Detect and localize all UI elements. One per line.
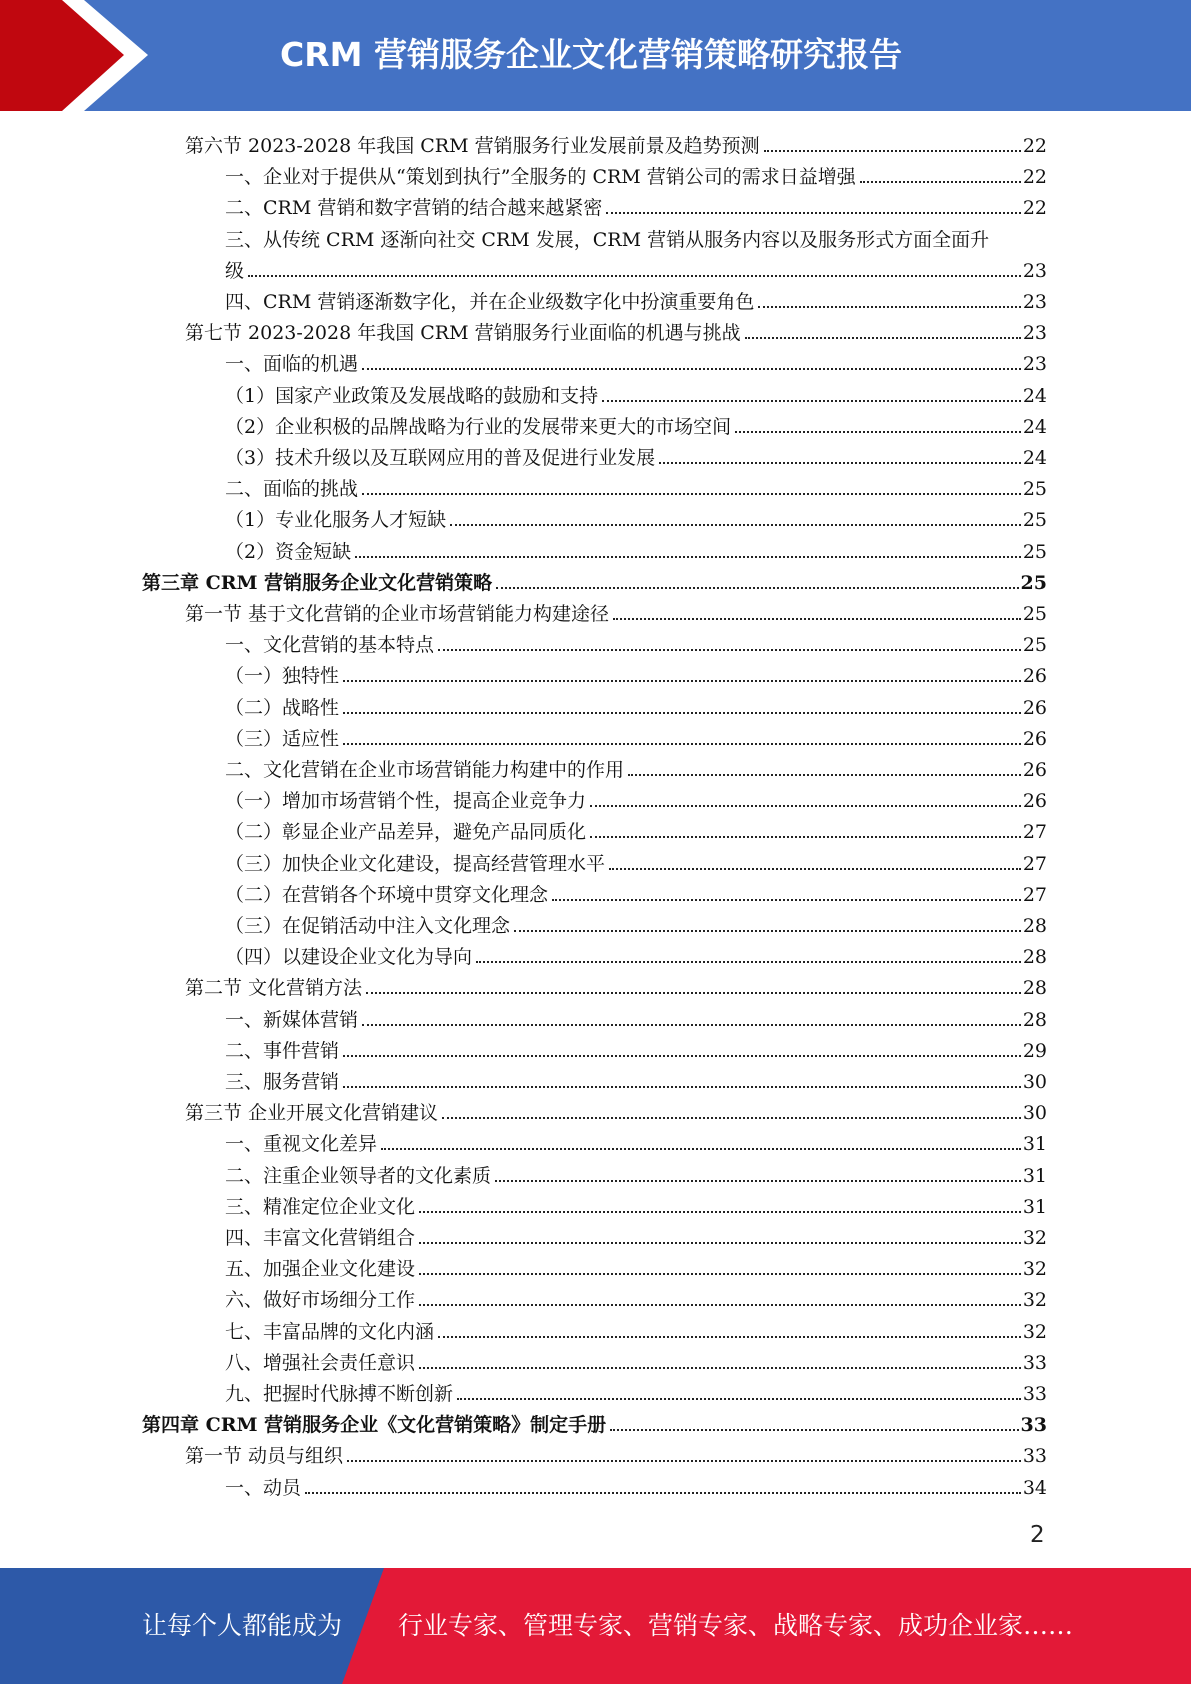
- toc-page-number: 25: [1022, 634, 1047, 657]
- toc-entry-title: 二、面临的挑战: [225, 478, 359, 501]
- toc-entry-title: 第二节 文化营销方法: [185, 977, 363, 1000]
- toc-page-number: 31: [1022, 1195, 1047, 1218]
- toc-row[interactable]: [0, 751, 1191, 782]
- toc-row[interactable]: [0, 1313, 1191, 1344]
- toc-row[interactable]: [0, 1188, 1191, 1219]
- dot-leader: [362, 368, 1021, 370]
- report-title: CRM 营销服务企业文化营销策略研究报告: [280, 35, 902, 74]
- toc-page-number: 26: [1022, 759, 1047, 781]
- toc-row[interactable]: [0, 876, 1191, 907]
- dot-leader: [628, 774, 1021, 776]
- toc-row[interactable]: [0, 689, 1191, 720]
- toc-row[interactable]: [0, 470, 1191, 501]
- footer-slogan-right: 行业专家、管理专家、营销专家、战略专家、成功企业家……: [398, 1611, 1074, 1640]
- toc-entry-title: 二、CRM 营销和数字营销的结合越来越紧密: [225, 197, 603, 220]
- dot-leader: [343, 1086, 1021, 1088]
- toc-page-number: 24: [1022, 415, 1047, 438]
- dot-leader: [606, 212, 1020, 214]
- toc-row[interactable]: [0, 1281, 1191, 1312]
- toc-row[interactable]: [0, 1157, 1191, 1188]
- toc-row[interactable]: [0, 1094, 1191, 1125]
- dot-leader: [347, 1460, 1021, 1462]
- toc-row[interactable]: [0, 1001, 1191, 1032]
- dot-leader: [764, 150, 1021, 152]
- toc-entry-title: （三）在促销活动中注入文化理念: [225, 915, 511, 937]
- toc-entry-title: 第一节 动员与组织: [185, 1445, 344, 1468]
- toc-row[interactable]: [0, 938, 1191, 969]
- toc-entry-title: 四、CRM 营销逐渐数字化，并在企业级数字化中扮演重要角色: [225, 291, 755, 313]
- toc-page-number: 29: [1022, 1039, 1047, 1062]
- toc-row[interactable]: [0, 782, 1191, 813]
- toc-page-number: 25: [1022, 540, 1047, 563]
- dot-leader: [613, 618, 1021, 620]
- toc-page-number: 30: [1022, 1102, 1047, 1125]
- toc-page-number: 33: [1022, 1383, 1047, 1405]
- toc-page-number: 33: [1022, 1445, 1047, 1468]
- toc-row[interactable]: [0, 1406, 1191, 1437]
- toc-page-number: 32: [1022, 1289, 1047, 1312]
- toc-page-number: 26: [1022, 790, 1047, 813]
- toc-row[interactable]: [0, 657, 1191, 688]
- toc-page-number: 28: [1022, 977, 1047, 1000]
- toc-entry-title: 第三节 企业开展文化营销建议: [185, 1102, 439, 1125]
- toc-page-number: 27: [1022, 852, 1047, 875]
- dot-leader: [450, 524, 1021, 526]
- toc-entry-title: 一、企业对于提供从“策划到执行”全服务的 CRM 营销公司的需求日益增强: [225, 166, 856, 189]
- dot-leader: [419, 1273, 1021, 1275]
- dot-leader: [476, 961, 1021, 963]
- toc-entry-title: （二）在营销各个环境中贯穿文化理念: [225, 883, 549, 906]
- toc-page-number: 24: [1022, 447, 1047, 469]
- toc-entry-title: （四）以建设企业文化为导向: [225, 946, 473, 969]
- toc-row[interactable]: [0, 221, 1191, 252]
- toc-entry-title: 三、服务营销: [225, 1071, 340, 1093]
- page-number: 2: [1030, 1522, 1045, 1548]
- toc-entry-title: 第四章 CRM 营销服务企业《文化营销策略》制定手册: [142, 1414, 607, 1437]
- dot-leader: [745, 337, 1021, 339]
- dot-leader: [442, 1117, 1021, 1119]
- toc-page-number: 22: [1022, 135, 1047, 157]
- toc-row[interactable]: [0, 595, 1191, 626]
- toc-entry-title: 一、重视文化差异: [225, 1133, 378, 1156]
- toc-entry-title: （一）增加市场营销个性，提高企业竞争力: [225, 790, 587, 813]
- toc-row[interactable]: [0, 1375, 1191, 1406]
- dot-leader: [419, 1304, 1021, 1306]
- toc-entry-title: 三、从传统 CRM 逐渐向社交 CRM 发展，CRM 营销从服务内容以及服务形式方面全面升: [225, 228, 990, 251]
- toc-row[interactable]: [0, 1250, 1191, 1281]
- toc-page-number: 25: [1022, 509, 1047, 532]
- toc-page-number: 27: [1022, 883, 1047, 906]
- toc-entry-title: 第七节 2023-2028 年我国 CRM 营销服务行业面临的机遇与挑战: [185, 322, 741, 345]
- toc-entry-title: 八、增强社会责任意识: [225, 1351, 416, 1374]
- toc-page-number: 32: [1022, 1320, 1047, 1343]
- toc-entry-title: （2）企业积极的品牌战略为行业的发展带来更大的市场空间: [225, 415, 732, 438]
- toc-row[interactable]: [0, 377, 1191, 408]
- toc-page-number: 28: [1022, 915, 1047, 937]
- toc-row[interactable]: [0, 1063, 1191, 1094]
- dot-leader: [343, 712, 1021, 714]
- dot-leader: [366, 992, 1021, 994]
- toc-row[interactable]: [0, 439, 1191, 470]
- dot-leader: [735, 431, 1021, 433]
- dot-leader: [355, 556, 1021, 558]
- toc-page-number: 23: [1022, 291, 1047, 313]
- toc-entry-title: 一、新媒体营销: [225, 1008, 359, 1031]
- toc-page-number: 33: [1020, 1414, 1047, 1437]
- toc-entry-title: 二、事件营销: [225, 1039, 340, 1062]
- toc-entry-title: 一、文化营销的基本特点: [225, 634, 435, 657]
- toc-entry-title: 第一节 基于文化营销的企业市场营销能力构建途径: [185, 603, 610, 625]
- toc-page-number: 25: [1022, 478, 1047, 501]
- toc-row[interactable]: [0, 907, 1191, 938]
- dot-leader: [590, 805, 1021, 807]
- toc-row[interactable]: [0, 189, 1191, 220]
- toc-entry-title: （二）战略性: [225, 696, 340, 719]
- toc-page-number: 26: [1022, 696, 1047, 719]
- toc-row[interactable]: [0, 564, 1191, 595]
- toc-entry-title: 二、注重企业领导者的文化素质: [225, 1164, 492, 1187]
- dot-leader: [419, 1211, 1021, 1213]
- toc-page-number: 32: [1022, 1258, 1047, 1281]
- toc-page-number: 26: [1022, 727, 1047, 750]
- dot-leader: [362, 1024, 1021, 1026]
- toc-page-number: 22: [1022, 197, 1047, 220]
- toc-row[interactable]: [0, 626, 1191, 657]
- toc-entry-title: （3）技术升级以及互联网应用的普及促进行业发展: [225, 447, 656, 469]
- toc-entry-title: 四、丰富文化营销组合: [225, 1227, 416, 1249]
- footer-slogan-left: 让每个人都能成为: [142, 1611, 343, 1640]
- toc-entry-title: 第三章 CRM 营销服务企业文化营销策略: [142, 571, 493, 594]
- toc-page-number: 31: [1022, 1133, 1047, 1156]
- toc-page-number: 31: [1022, 1164, 1047, 1187]
- toc-entry-title: 二、文化营销在企业市场营销能力构建中的作用: [225, 759, 625, 781]
- toc-row[interactable]: [0, 1125, 1191, 1156]
- toc-page-number: 24: [1022, 384, 1047, 407]
- dot-leader: [496, 587, 1018, 589]
- dot-leader: [419, 1367, 1021, 1369]
- dot-leader: [438, 649, 1021, 651]
- dot-leader: [343, 680, 1021, 682]
- toc-entry-title: 一、动员: [225, 1476, 302, 1499]
- toc-row[interactable]: [0, 1344, 1191, 1375]
- toc-page-number: 26: [1022, 665, 1047, 688]
- dot-leader: [552, 899, 1021, 901]
- toc-row[interactable]: [0, 252, 1191, 283]
- toc-row[interactable]: [0, 720, 1191, 751]
- toc-page-number: 28: [1022, 1008, 1047, 1031]
- toc-row[interactable]: [0, 1219, 1191, 1250]
- toc-page-number: 23: [1022, 322, 1047, 345]
- toc-entry-title: （三）适应性: [225, 727, 340, 750]
- dot-leader: [457, 1398, 1021, 1400]
- dot-leader: [590, 836, 1021, 838]
- toc-entry-title: 三、精准定位企业文化: [225, 1195, 416, 1218]
- toc-page-number: 34: [1022, 1476, 1047, 1499]
- toc-page-number: 23: [1022, 353, 1047, 376]
- toc-entry-title: 五、加强企业文化建设: [225, 1258, 416, 1281]
- toc-entry-title: （一）独特性: [225, 665, 340, 688]
- dot-leader: [659, 462, 1021, 464]
- toc-row[interactable]: [0, 813, 1191, 844]
- dot-leader: [602, 400, 1021, 402]
- toc-page-number: 25: [1020, 571, 1047, 594]
- toc-row[interactable]: [0, 408, 1191, 439]
- toc-entry-title: （二）彰显企业产品差异，避免产品同质化: [225, 821, 587, 844]
- toc-row[interactable]: [0, 127, 1191, 158]
- dot-leader: [419, 1242, 1021, 1244]
- toc-row[interactable]: [0, 1032, 1191, 1063]
- toc-row[interactable]: [0, 1437, 1191, 1468]
- dot-leader: [514, 930, 1021, 932]
- dot-leader: [758, 306, 1020, 308]
- toc-entry-title: （1）专业化服务人才短缺: [225, 509, 447, 532]
- dot-leader: [609, 868, 1021, 870]
- toc-page-number: 32: [1022, 1227, 1047, 1249]
- toc-page-number: 28: [1022, 946, 1047, 969]
- toc-page-number: 27: [1022, 821, 1047, 844]
- toc-row[interactable]: [0, 969, 1191, 1000]
- dot-leader: [362, 493, 1021, 495]
- toc-entry-title: 一、面临的机遇: [225, 353, 359, 376]
- dot-leader: [343, 1055, 1021, 1057]
- dot-leader: [610, 1429, 1018, 1431]
- dot-leader: [860, 181, 1021, 183]
- toc-entry-title: 级: [225, 259, 245, 282]
- toc-page-number: 22: [1022, 166, 1047, 189]
- toc-row[interactable]: [0, 533, 1191, 564]
- toc-entry-title: 第六节 2023-2028 年我国 CRM 营销服务行业发展前景及趋势预测: [185, 135, 760, 157]
- header-red-arrow: [0, 0, 125, 111]
- dot-leader: [495, 1180, 1021, 1182]
- dot-leader: [343, 743, 1021, 745]
- toc-entry-title: （2）资金短缺: [225, 540, 352, 563]
- toc-entry-title: （1）国家产业政策及发展战略的鼓励和支持: [225, 384, 599, 407]
- toc-row[interactable]: [0, 501, 1191, 532]
- toc-page-number: 30: [1022, 1071, 1047, 1093]
- toc-page-number: 25: [1022, 603, 1047, 625]
- page-header: [0, 0, 1191, 111]
- toc-entry-title: 六、做好市场细分工作: [225, 1289, 416, 1312]
- toc-row[interactable]: [0, 845, 1191, 876]
- toc-page-number: 23: [1022, 259, 1047, 282]
- dot-leader: [305, 1492, 1021, 1494]
- toc-entry-title: 九、把握时代脉搏不断创新: [225, 1383, 454, 1405]
- toc-entry-title: （三）加快企业文化建设，提高经营管理水平: [225, 852, 606, 875]
- toc-row[interactable]: [0, 314, 1191, 345]
- toc-row[interactable]: [0, 158, 1191, 189]
- toc-row[interactable]: [0, 345, 1191, 376]
- dot-leader: [438, 1336, 1021, 1338]
- dot-leader: [381, 1148, 1021, 1150]
- toc-row[interactable]: [0, 283, 1191, 314]
- page-footer: [0, 1568, 1191, 1684]
- toc-row[interactable]: [0, 1469, 1191, 1500]
- toc-page-number: 33: [1022, 1351, 1047, 1374]
- toc-entry-title: 七、丰富品牌的文化内涵: [225, 1320, 435, 1343]
- dot-leader: [248, 275, 1021, 277]
